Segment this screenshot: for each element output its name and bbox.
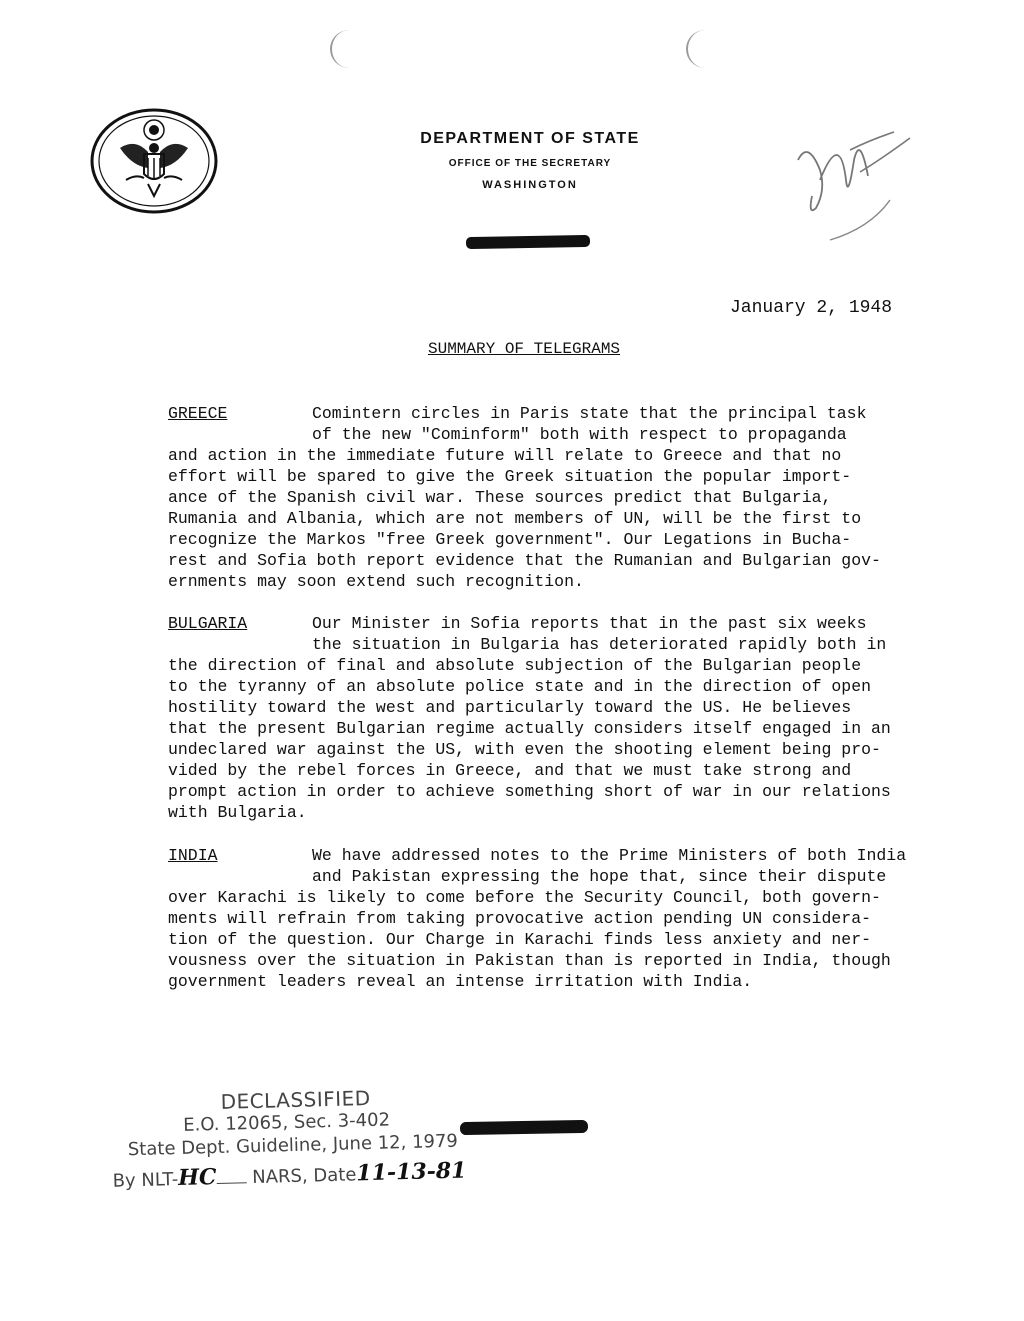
body-line: effort will be spared to give the Greek situation the popular import- [168, 467, 852, 486]
body-line: vousness over the situation in Pakistan than is reported in India, though [168, 951, 891, 970]
body-line: the situation in Bulgaria has deteriorated rapidly both in [312, 635, 887, 654]
section-first-line [168, 403, 958, 424]
body-line: Rumania and Albania, which are not members of UN, will be the first to [168, 509, 862, 528]
section-label: INDIA [168, 846, 218, 865]
section-label: BULGARIA [168, 614, 248, 633]
body-line: recognize the Markos "free Greek government". Our Legations in Bucha- [168, 530, 852, 549]
body-line: ments will refrain from taking provocative action pending UN considera- [168, 909, 872, 928]
body-line: government leaders reveal an intense irritation with India. [168, 972, 753, 991]
body-line: hostility toward the west and particularly toward the US. He believes [168, 698, 852, 717]
section-bulgaria [168, 613, 958, 823]
body-line: with Bulgaria. [168, 803, 307, 822]
section-first-line [168, 845, 958, 866]
stamp-underline [217, 1182, 247, 1184]
body-line: vided by the rebel forces in Greece, and that we must take strong and [168, 761, 852, 780]
redacted-classification-top [466, 235, 590, 249]
body-line: over Karachi is likely to come before the Security Council, both govern- [168, 888, 881, 907]
body-line: prompt action in order to achieve something short of war in our relations [168, 782, 891, 801]
body-line: of the new "Cominform" both with respect to propaganda [312, 425, 847, 444]
letterhead [380, 130, 680, 191]
section-greece [168, 403, 958, 592]
stamp-by-prefix: By NLT- [112, 1168, 179, 1192]
binder-hole-right [686, 30, 710, 68]
stamp-handwritten-date: 11-13-81 [356, 1157, 467, 1187]
department-of-state-seal-icon [90, 108, 218, 214]
binder-hole-left [330, 30, 354, 68]
section-first-line [168, 613, 958, 634]
stamp-authority-line [112, 1157, 466, 1192]
letterhead-department: DEPARTMENT OF STATE [420, 130, 640, 147]
body-line: the direction of final and absolute subjection of the Bulgarian people [168, 656, 862, 675]
stamp-declassified: DECLASSIFIED [220, 1085, 371, 1114]
stamp-guideline: State Dept. Guideline, June 12, 1979 [127, 1130, 459, 1161]
stamp-nars-date-label: NARS, Date [251, 1164, 357, 1189]
body-line: ernments may soon extend such recognition. [168, 572, 584, 591]
declassification-stamp [110, 1083, 473, 1222]
section-label: GREECE [168, 404, 228, 423]
stamp-handwritten-initials: HC [177, 1163, 217, 1191]
body-line: to the tyranny of an absolute police state and in the direction of open [168, 677, 872, 696]
body-line: and action in the immediate future will relate to Greece and that no [168, 446, 842, 465]
body-line: ance of the Spanish civil war. These sources predict that Bulgaria, [168, 488, 832, 507]
redacted-classification-bottom [460, 1120, 588, 1135]
handwritten-initials-icon [790, 120, 920, 250]
document-date: January 2, 1948 [730, 298, 893, 318]
body-line: We have addressed notes to the Prime Ministers of both India [312, 846, 907, 865]
body-line: and Pakistan expressing the hope that, since their dispute [312, 867, 887, 886]
letterhead-city: WASHINGTON [482, 179, 578, 191]
body-line: tion of the question. Our Charge in Karachi finds less anxiety and ner- [168, 930, 872, 949]
body-line: Comintern circles in Paris state that the principal task [312, 404, 867, 423]
body-line: rest and Sofia both report evidence that the Rumanian and Bulgarian gov- [168, 551, 881, 570]
letterhead-office: OFFICE OF THE SECRETARY [448, 158, 612, 169]
section-india [168, 845, 958, 992]
stamp-executive-order: E.O. 12065, Sec. 3-402 [182, 1109, 391, 1136]
body-line: Our Minister in Sofia reports that in the past six weeks [312, 614, 867, 633]
body-line: that the present Bulgarian regime actually considers itself engaged in an [168, 719, 891, 738]
body-line: undeclared war against the US, with even the shooting element being pro- [168, 740, 881, 759]
document-title: SUMMARY OF TELEGRAMS [428, 340, 621, 358]
